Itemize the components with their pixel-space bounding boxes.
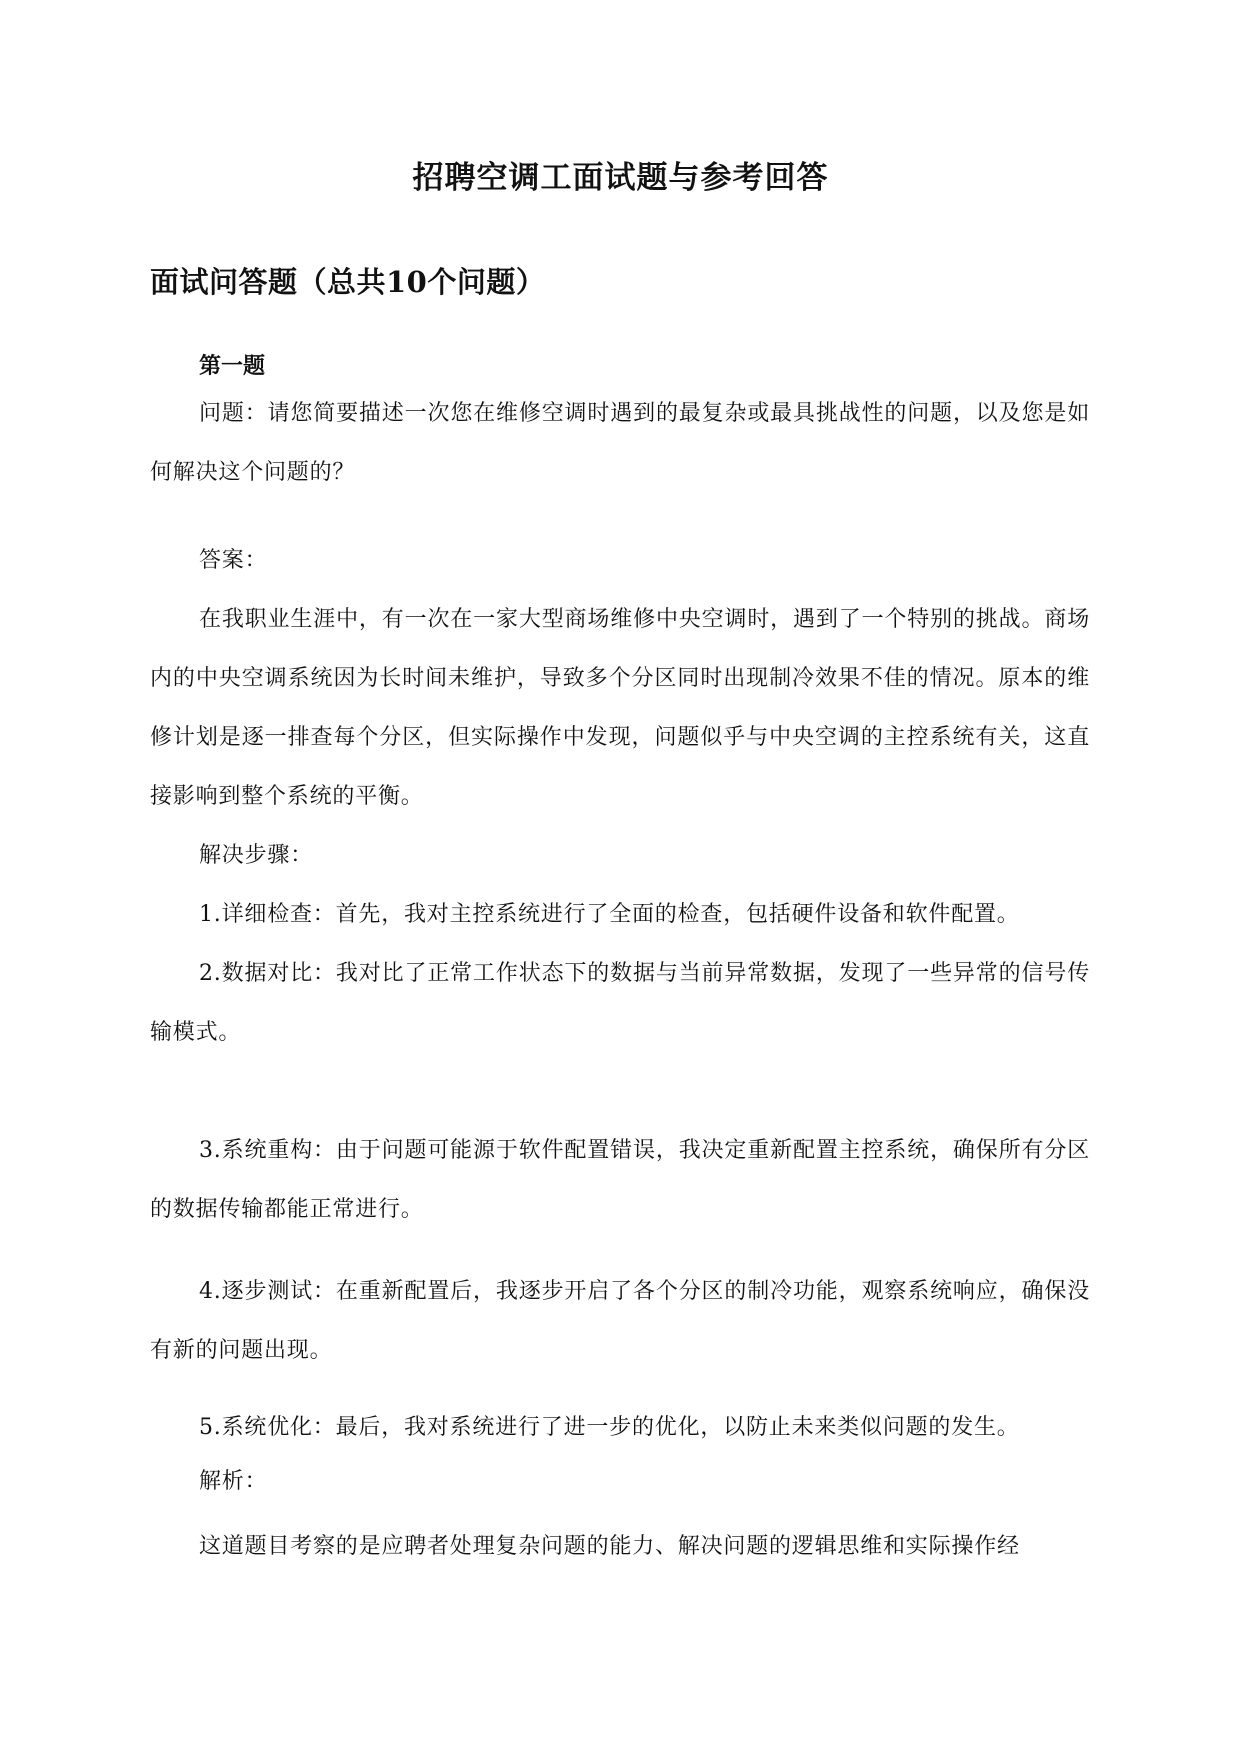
question-text: 问题：请您简要描述一次您在维修空调时遇到的最复杂或最具挑战性的问题，以及您是如何解决这个问题的？ [150, 401, 1090, 485]
step-item: 5.系统优化：最后，我对系统进行了进一步的优化，以防止未来类似问题的发生。 [199, 1415, 1020, 1440]
question-heading: 第一题 [199, 353, 266, 379]
analysis-label: 解析： [199, 1469, 268, 1494]
answer-paragraph: 在我职业生涯中，有一次在一家大型商场维修中央空调时，遇到了一个特别的挑战。商场内的中央空调系统因为长时间未维护，导致多个分区同时出现制冷效果不佳的情况。原本的维修计划是逐一排查每个分区，但实际操作中发现，问题似乎与中央空调的主控系统有关，这直接影响到整个系统的平衡。 [150, 607, 1090, 809]
answer-label: 答案： [199, 548, 268, 573]
analysis-paragraph: 这道题目考察的是应聘者处理复杂问题的能力、解决问题的逻辑思维和实际操作经 [199, 1534, 1020, 1559]
section-heading: 面试问答题（总共10个问题） [150, 265, 546, 299]
step-item: 3.系统重构：由于问题可能源于软件配置错误，我决定重新配置主控系统，确保所有分区的数据传输都能正常进行。 [150, 1138, 1090, 1222]
step-item: 4.逐步测试：在重新配置后，我逐步开启了各个分区的制冷功能，观察系统响应，确保没有新的问题出现。 [150, 1279, 1090, 1363]
steps-label: 解决步骤： [199, 843, 314, 868]
step-item: 2.数据对比：我对比了正常工作状态下的数据与当前异常数据，发现了一些异常的信号传输模式。 [150, 961, 1090, 1045]
document-title: 招聘空调工面试题与参考回答 [412, 160, 829, 196]
step-item: 1.详细检查：首先，我对主控系统进行了全面的检查，包括硬件设备和软件配置。 [199, 902, 1020, 927]
